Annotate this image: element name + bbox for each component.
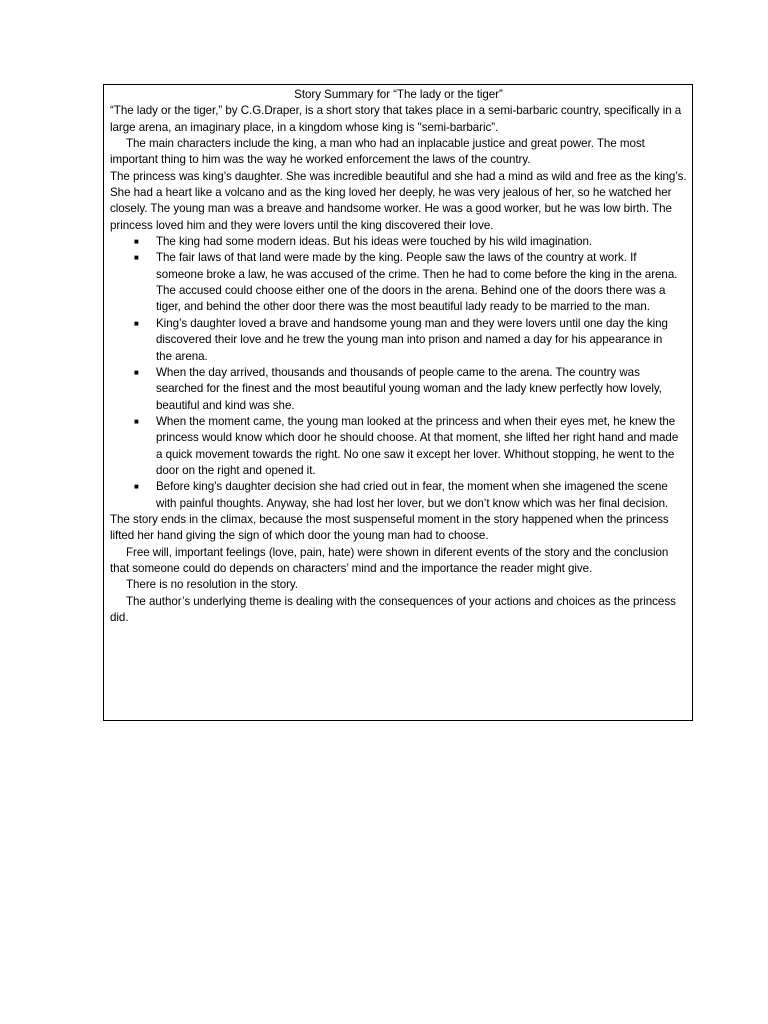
closing-paragraph-1: The story ends in the climax, because the most suspenseful moment in the story happened when the princess lifted her hand giving the sign of which door the young man had to choose. [110, 512, 669, 543]
bullet-list [110, 234, 687, 512]
bullet-text: Before king’s daughter decision she had cried out in fear, the moment when she imagened the scene with painful thoughts. Anyway, she had lost her lover, but we don’t know which was her final decision. [156, 480, 669, 510]
bullet-text: The king had some modern ideas. But his ideas were touched by his wild imagination. [156, 235, 593, 249]
bullet-item-5 [134, 414, 687, 479]
bullet-square-icon: ■ [134, 318, 139, 328]
bullet-square-icon: ■ [134, 367, 139, 377]
document-title: Story Summary for “The lady or the tiger” [294, 88, 503, 101]
bullet-text: King’s daughter loved a brave and handsome young man and they were lovers until one day the king discovered their love and he trew the young man into prison and named a day for his appearance in the arena. [156, 316, 668, 363]
bullet-item-3 [134, 316, 687, 365]
document-box [103, 84, 693, 721]
bullet-text: When the day arrived, thousands and thousands of people came to the arena. The country was searched for the finest and the most beautiful young woman and the lady knew perfectly how lovely, beautiful and kind was she. [156, 365, 662, 412]
bullet-square-icon: ■ [134, 237, 139, 247]
bullet-item-1 [134, 234, 687, 250]
bullet-square-icon: ■ [134, 416, 139, 426]
bullet-item-6 [134, 479, 687, 512]
bullet-square-icon: ■ [134, 482, 139, 492]
intro-paragraph-1: “The lady or the tiger,” by C.G.Draper, is a short story that takes place in a semi-barbaric country, specifically in a large arena, an imaginary place, in a kingdom whose king is "semi-barbaric”. [110, 104, 682, 134]
closing-paragraph-3: There is no resolution in the story. [126, 578, 298, 592]
closing-paragraph-4: The author’s underlying theme is dealing with the consequences of your actions and choices as the princess did. [110, 594, 676, 624]
intro-paragraph-3: The princess was king’s daughter. She was incredible beautiful and she had a mind as wild and free as the king’s. She had a heart like a volcano and as the king loved her deeply, he was very jealous of her, so he watched her closely. The young man was a breave and handsome worker. He was a good worker, but he was low birth. The princess loved him and they were lovers until the king discovered their love. [110, 169, 687, 232]
bullet-square-icon: ■ [134, 253, 139, 263]
bullet-item-2 [134, 250, 687, 315]
closing-paragraph-2: Free will, important feelings (love, pain, hate) were shown in diferent events of the story and the conclusion that someone could do depends on characters’ mind and the importance the reader might give. [110, 545, 669, 575]
bullet-text: The fair laws of that land were made by the king. People saw the laws of the country at work. If someone broke a law, he was accused of the crime. Then he had to come before the king in the arena. The accused could choose either one of the doors in the arena. Behind one of the doors there was a tiger, and behind the other door there was the most beautiful lady ready to be married to the man. [156, 251, 678, 314]
bullet-text: When the moment came, the young man looked at the princess and when their eyes met, he knew the princess would know which door he should choose. At that moment, she lifted her right hand and made a quick movement towards the right. No one saw it except her lover. Whithout stopping, he went to the door on the right and opened it. [156, 414, 679, 477]
bullet-item-4 [134, 365, 687, 414]
intro-paragraph-2: The main characters include the king, a man who had an inplacable justice and great power. The most important thing to him was the way he worked enforcement the laws of the country. [110, 137, 645, 167]
